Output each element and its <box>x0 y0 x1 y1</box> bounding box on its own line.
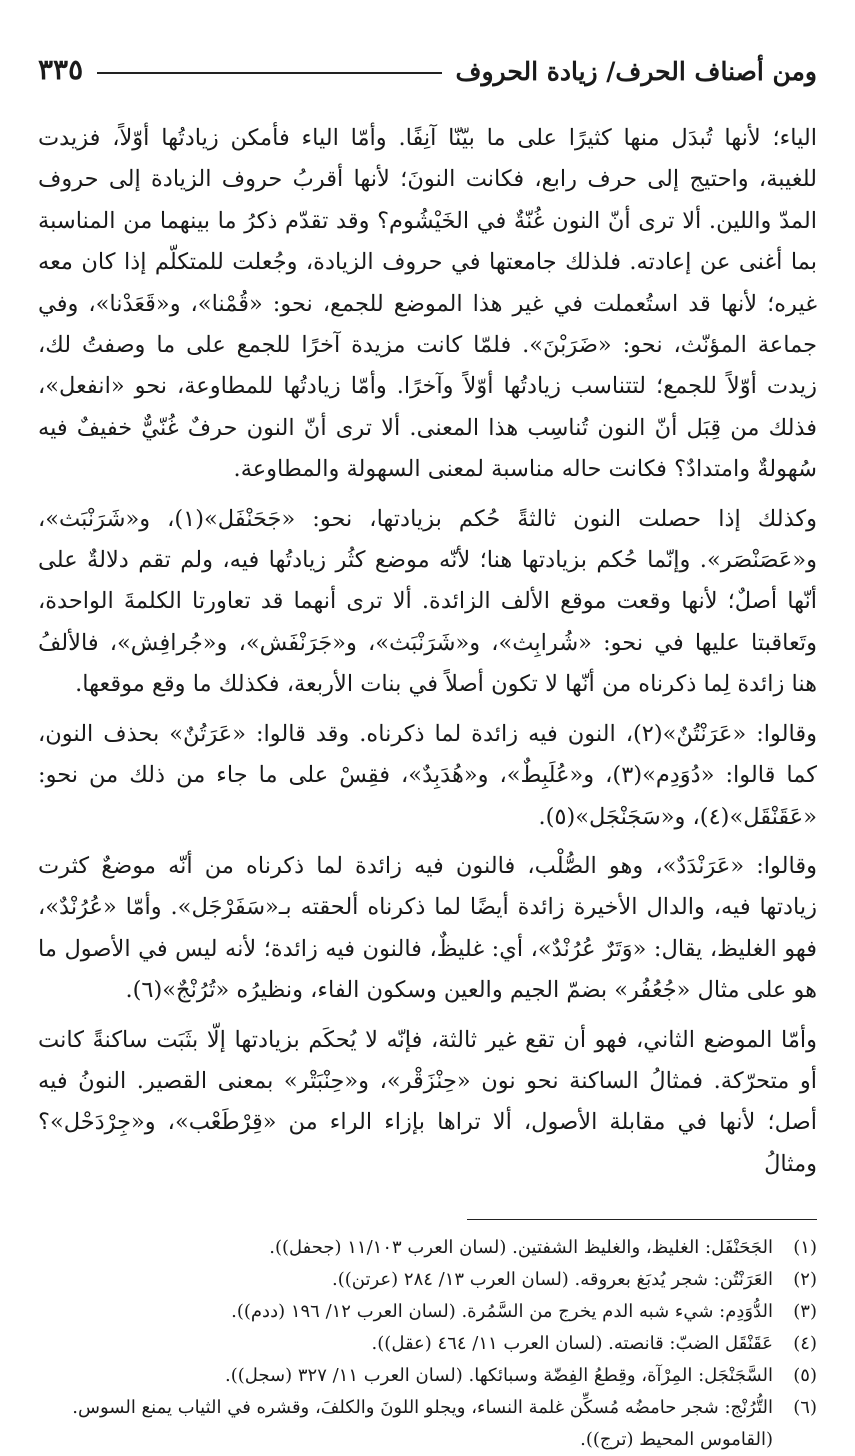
footnote-text: العَرَنْتُن: شجر يُدبَغ بعروقه. (لسان العرب ١٣/ ٢٨٤ (عرتن)). <box>332 1269 773 1291</box>
footnote <box>38 1232 817 1264</box>
footnote-text: السَّجَنْجَل: المِرْآة، وقِطعُ الفِضّة وسبائكها. (لسان العرب ١١/ ٣٢٧ (سجل)). <box>225 1365 773 1387</box>
footnote-text: الدُّوَدِم: شيء شبه الدم يخرج من السَّمُرة. (لسان العرب ١٢/ ١٩٦ (ددم)). <box>231 1301 773 1323</box>
paragraph: وقالوا: «عَرَنْتُنٌ»(٢)، النون فيه زائدة لما ذكرناه. وقد قالوا: «عَرَتُنٌ» بحذف النون، كما قالوا: «دُوَدِم»(٣)، و«عُلَبِطٌ»، و«هُدَبِدٌ»، فقِسْ على ما جاء من ذلك من نحو: «عَقَنْقَل»(٤)، و«سَجَنْجَل»(٥). <box>38 720 817 830</box>
footnote-text: التُّرُنْج: شجر حامضُه مُسكِّن غلمة النساء، ويجلو اللونَ والكلفَ، وقشره في الثياب يمنع السوس. (القاموس المحيط (ترج)). <box>72 1397 773 1451</box>
footnote <box>38 1328 817 1360</box>
paragraph: وقالوا: «عَرَنْدَدٌ»، وهو الصُّلْب، فالنون فيه زائدة لما ذكرناه من أنّه موضعٌ كثرت زيادتها فيه، والدال الأخيرة زائدة أيضًا لما ذكرناه ألحقته بـ«سَفَرْجَل». وأمّا «عُرُنْدٌ»، فهو الغليظ، يقال: «وَتَرٌ عُرُنْدٌ»، أي: غليظٌ، فالنون فيه زائدة؛ لأنه ليس في الأصول ما هو على مثال «جُعُفُر» بضمّ الجيم والعين وسكون الفاء، ونظيرُه «تُرُنْجٌ»(٦). <box>38 852 817 1004</box>
footnote-number: (٣) <box>793 1301 817 1323</box>
footnote-text: الجَحَنْفَل: الغليظ، والغليظ الشفتين. (لسان العرب ١١/١٠٣ (جحفل)). <box>269 1237 773 1259</box>
footnote <box>38 1264 817 1296</box>
footnote-number: (٦) <box>793 1397 817 1419</box>
footnote-text: عَقَنْقَل الضبّ: قانصته. (لسان العرب ١١/ ٤٦٤ (عقل)). <box>371 1333 773 1355</box>
footnote <box>38 1360 817 1392</box>
footnote <box>38 1392 817 1456</box>
header-rule <box>97 72 441 74</box>
page-header <box>38 42 817 86</box>
footnote-number: (٢) <box>793 1269 817 1291</box>
paragraph: وكذلك إذا حصلت النون ثالثةً حُكم بزيادتها، نحو: «جَحَنْفَل»(١)، و«شَرَنْبَث»، و«عَصَنْصَر». وإنّما حُكم بزيادتها هنا؛ لأنّه موضع كثُر زيادتُها فيه، ولم تقم دلالةٌ على أنّها أصلٌ؛ لأنها وقعت موقع الألف الزائدة. ألا ترى أنهما قد تعاورتا الكلمةَ الواحدة، وتَعاقبتا عليها في نحو: «شُرابِث»، و«شَرَنْبَث»، و«جَرَنْفَش»، و«جُرافِش»، فالألفُ هنا زائدة لِما ذكرناه من أنّها لا تكون أصلاً في بنات الأربعة، فكذلك ما وقع موقعها. <box>38 505 818 698</box>
footnotes <box>38 1232 817 1456</box>
footnote-number: (١) <box>793 1237 817 1259</box>
footnote-separator <box>467 1219 817 1220</box>
running-title: ومن أصناف الحرف/ زيادة الحروف <box>455 57 817 86</box>
paragraph: وأمّا الموضع الثاني، فهو أن تقع غير ثالثة، فإنّه لا يُحكَم بزيادتها إلّا بثَبَت ساكنةً كانت أو متحرّكة. فمثالُ الساكنة نحو نون «حِنْزَقْر»، و«حِنْبَتْر» بمعنى القصير. النونُ فيه أصل؛ لأنها في مقابلة الأصول، ألا تراها بإزاء الراء من «قِرْطَعْب»، و«جِرْدَحْل»؟ ومثالُ <box>38 1026 817 1177</box>
footnote-number: (٥) <box>793 1365 817 1387</box>
paragraph: الياء؛ لأنها تُبدَل منها كثيرًا على ما بيّنّا آنِفًا. وأمّا الياء فأمكن زيادتُها أوّلاً، فزيدت للغيبة، واحتيج إلى حرف رابع، فكانت النونَ؛ لأنها أقربُ حروف الزيادة إلى حروف المدّ واللين. ألا ترى أنّ النون غُنّةٌ في الخَيْشُوم؟ وقد تقدّم ذكرُ ما بينهما من المناسبة بما أغنى عن إعادته. فلذلك جامعتها في حروف الزيادة، وجُعلت للمتكلّم إذا كان معه غيره؛ لأنها قد استُعملت في غير هذا الموضع للجمع، نحو: «قُمْنا»، و«قَعَدْنا»، وفي جماعة المؤنّث، نحو: «ضَرَبْنَ». فلمّا كانت مزيدة آخرًا للجمع على ما وصفتُ لك، زيدت أوّلاً للجمع؛ لتتناسب زيادتُها أوّلاً وآخرًا. وأمّا زيادتُها للمطاوعة، نحو «انفعل»، فذلك من قِبَل أنّ النون تُناسِب هذا المعنى. ألا ترى أنّ النون حرفٌ غُنّيٌّ خفيفٌ فيه سُهولةٌ وامتدادٌ؟ فكانت حاله مناسبة لمعنى السهولة والمطاوعة. <box>38 125 817 483</box>
page-number: ٣٣٥ <box>38 53 84 86</box>
footnote <box>38 1296 817 1328</box>
main-text <box>38 118 817 1185</box>
footnote-number: (٤) <box>793 1333 817 1355</box>
